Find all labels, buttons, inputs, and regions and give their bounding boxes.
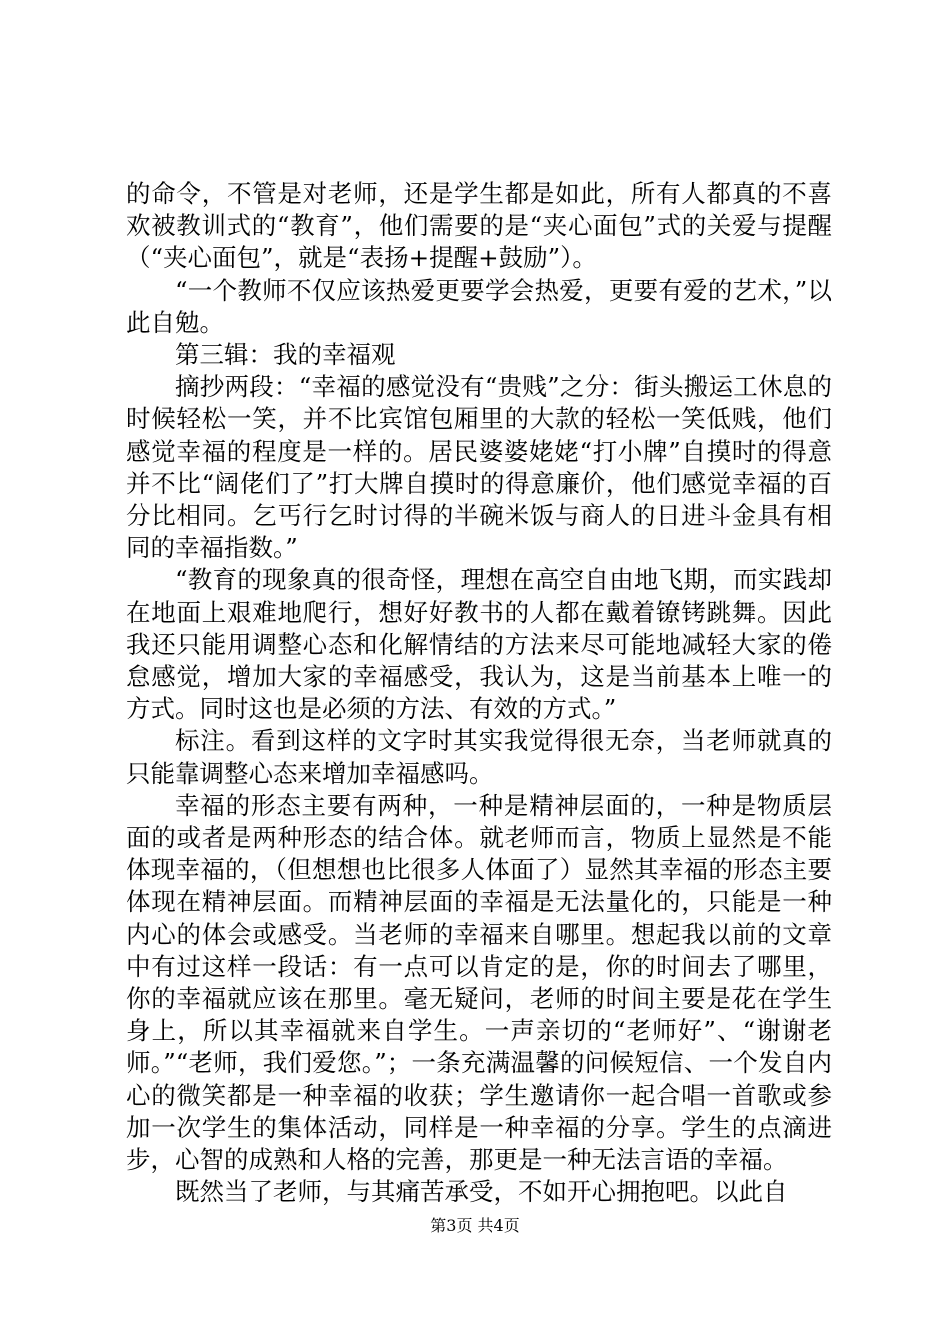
paragraph: 幸福的形态主要有两种，一种是精神层面的，一种是物质层面的或者是两种形态的结合体。就老师而言，物质上显然是不能体现幸福的，（但想想也比很多人体面了）显然其幸福的形态主要体现在精神层面。而精神层面的幸福是无法量化的，只能是一种内心的体会或感受。当老师的幸福来自哪里。想起我以前的文章中有过这样一段话：有一点可以肯定的是，你的时间去了哪里，你的幸福就应该在那里。毫无疑问，老师的时间主要是花在学生身上，所以其幸福就来自学生。一声亲切的“老师好”、“谢谢老师。”“老师，我们爱您。”；一条充满温馨的问候短信、一个发自内心的微笑都是一种幸福的收获；学生邀请你一起合唱一首歌或参加一次学生的集体活动，同样是一种幸福的分享。学生的点滴进步，心智的成熟和人格的完善，那更是一种无法言语的幸福。 [126, 790, 832, 1175]
paragraph: 标注。看到这样的文字时其实我觉得很无奈，当老师就真的只能靠调整心态来增加幸福感吗。 [126, 726, 832, 788]
paragraph: 摘抄两段：“幸福的感觉没有“贵贱”之分：街头搬运工休息的时候轻松一笑，并不比宾馆包厢里的大款的轻松一笑低贱，他们感觉幸福的程度是一样的。居民婆婆姥姥“打小牌”自摸时的得意并不比“阔佬们了”打大牌自摸时的得意廉价，他们感觉幸福的百分比相同。乞丐行乞时讨得的半碗米饭与商人的日进斗金具有相同的幸福指数。” [126, 372, 832, 563]
body-text [126, 178, 832, 1209]
paragraph: 既然当了老师，与其痛苦承受，不如开心拥抱吧。以此自 [175, 1177, 788, 1207]
section-heading: 第三辑：我的幸福观 [175, 340, 396, 370]
page-footer [0, 1216, 950, 1236]
paragraph: “一个教师不仅应该热爱更要学会热爱，更要有爱的艺术，”以此自勉。 [126, 275, 832, 337]
paragraph: “教育的现象真的很奇怪，理想在高空自由地飞期，而实践却在地面上艰难地爬行，想好好教书的人都在戴着镣铐跳舞。因此我还只能用调整心态和化解情结的方法来尽可能地减轻大家的倦怠感觉，增加大家的幸福感受，我认为，这是当前基本上唯一的方式。同时这也是必须的方法、有效的方式。” [126, 565, 832, 724]
page-number: 第3页 共4页 [430, 1216, 520, 1235]
paragraph: 的命令，不管是对老师，还是学生都是如此，所有人都真的不喜欢被教训式的“教育”，他们需要的是“夹心面包”式的关爱与提醒（“夹心面包”，就是“表扬+提醒+鼓励”）。 [126, 179, 832, 273]
